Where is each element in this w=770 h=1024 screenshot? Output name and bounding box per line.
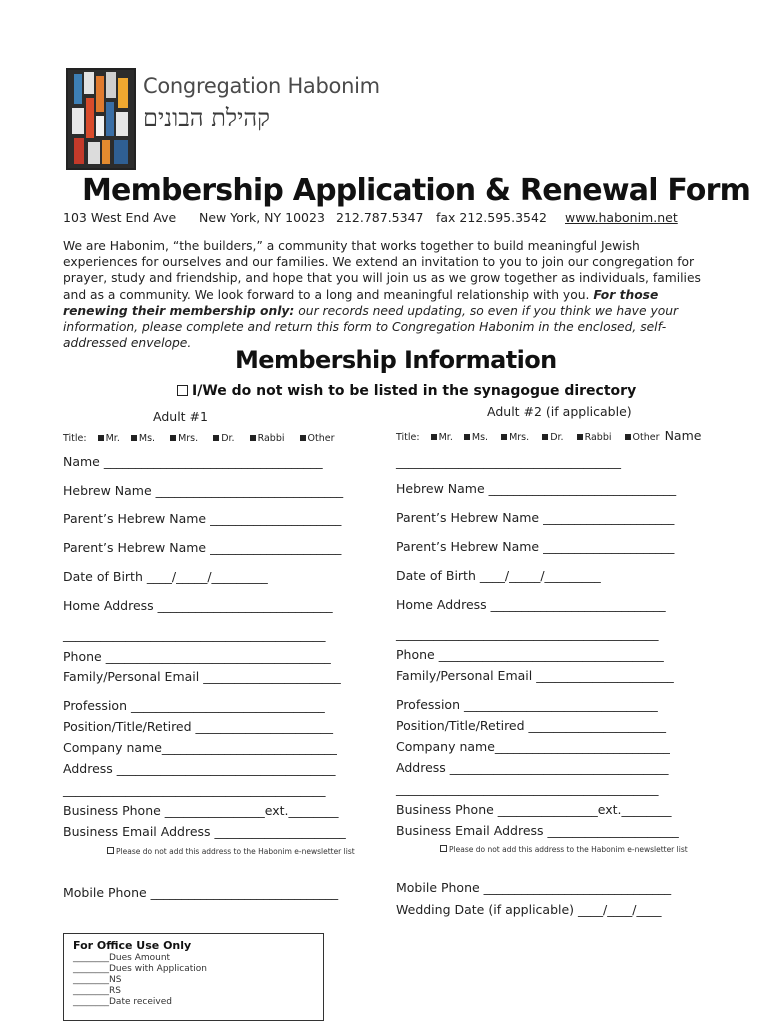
wedding-date-field[interactable]: Wedding Date (if applicable) ____/____/____: [396, 902, 662, 917]
logo-graphic: [68, 70, 134, 168]
adult2-mobile-field[interactable]: Mobile Phone ______________________________: [396, 880, 672, 895]
contact-address: 103 West End Ave: [63, 210, 177, 225]
adult1-title-row: [63, 433, 335, 444]
adult2-phone-field[interactable]: Phone ____________________________________: [396, 647, 664, 662]
directory-label: I/We do not wish to be listed in the synagogue directory: [192, 383, 637, 399]
contact-city: New York, NY 10023: [199, 210, 325, 225]
adult2-company-field[interactable]: Company name____________________________: [396, 739, 670, 754]
adult1-business-phone-field[interactable]: Business Phone ________________ext.________: [63, 803, 339, 818]
adult2-parent1-hebrew-field[interactable]: Parent’s Hebrew Name _____________________: [396, 510, 675, 525]
title-label: Title:: [63, 433, 87, 444]
adult1-address-field[interactable]: Address ___________________________________: [63, 761, 336, 776]
adult1-profession-field[interactable]: Profession _______________________________: [63, 698, 325, 713]
membership-heading: Membership Information: [235, 346, 557, 374]
title-option-mrs[interactable]: Mrs.: [501, 432, 529, 443]
office-use-box: [63, 933, 324, 1021]
contact-fax: fax 212.595.3542: [436, 210, 547, 225]
directory-checkbox[interactable]: [177, 385, 188, 396]
office-dues-with-application: ________Dues with Application: [73, 964, 207, 974]
adult2-newsletter-note[interactable]: Please do not add this address to the Habonim e-newsletter list: [440, 845, 688, 854]
title-option-mrs[interactable]: Mrs.: [170, 433, 198, 444]
title-option-rabbi[interactable]: Rabbi: [250, 433, 285, 444]
adult2-position-field[interactable]: Position/Title/Retired ______________________: [396, 718, 667, 733]
adult2-business-phone-field[interactable]: Business Phone ________________ext.________: [396, 802, 672, 817]
adult2-name-field[interactable]: ____________________________________: [396, 454, 621, 469]
adult2-heading: Adult #2 (if applicable): [487, 404, 632, 419]
adult1-heading: Adult #1: [153, 409, 208, 424]
adult1-newsletter-note[interactable]: Please do not add this address to the Habonim e-newsletter list: [107, 847, 355, 856]
adult2-profession-field[interactable]: Profession _______________________________: [396, 697, 658, 712]
adult1-address-line2-field[interactable]: __________________________________________: [63, 782, 326, 797]
title-option-mr[interactable]: Mr.: [431, 432, 453, 443]
adult1-business-email-field[interactable]: Business Email Address _____________________: [63, 824, 346, 839]
adult2-hebrew-name-field[interactable]: Hebrew Name ______________________________: [396, 481, 677, 496]
intro-text: We are Habonim, “the builders,” a community that works together to build meaningful Jewish experiences for ourselves and our families. We extend an invitation to you to join our congregation for prayer, study and friendship, and hope that you will join us as we grow together as individuals, families and as a community. We look forward to a long and meaningful relationship with you.: [63, 239, 701, 302]
adult2-home-address-field[interactable]: Home Address ____________________________: [396, 597, 666, 612]
adult1-parent1-hebrew-field[interactable]: Parent’s Hebrew Name _____________________: [63, 511, 342, 526]
adult1-address-line-field[interactable]: __________________________________________: [63, 627, 326, 642]
office-title: For Office Use Only: [73, 939, 192, 952]
intro-renewal-bold: For those renewing their membership only:: [63, 287, 659, 318]
office-dues-amount: ________Dues Amount: [73, 953, 171, 963]
intro-paragraph: [63, 238, 711, 351]
title-option-dr[interactable]: Dr.: [213, 433, 234, 444]
title-option-ms[interactable]: Ms.: [131, 433, 155, 444]
adult2-email-field[interactable]: Family/Personal Email ______________________: [396, 668, 674, 683]
adult2-business-email-field[interactable]: Business Email Address _____________________: [396, 823, 679, 838]
adult2-address-field[interactable]: Address ___________________________________: [396, 760, 669, 775]
title-option-other[interactable]: Other: [300, 433, 335, 444]
newsletter-checkbox[interactable]: [440, 845, 447, 852]
adult1-email-field[interactable]: Family/Personal Email ______________________: [63, 669, 341, 684]
adult2-parent2-hebrew-field[interactable]: Parent’s Hebrew Name _____________________: [396, 539, 675, 554]
adult2-title-row: [396, 428, 701, 443]
adult1-parent2-hebrew-field[interactable]: Parent’s Hebrew Name _____________________: [63, 540, 342, 555]
title-option-dr[interactable]: Dr.: [542, 432, 563, 443]
office-date-received: ________Date received: [73, 997, 172, 1007]
adult1-phone-field[interactable]: Phone ____________________________________: [63, 649, 331, 664]
form-title: Membership Application & Renewal Form: [82, 173, 751, 208]
contact-phone: 212.787.5347: [336, 210, 424, 225]
title-option-other[interactable]: Other: [625, 432, 660, 443]
adult1-mobile-field[interactable]: Mobile Phone ______________________________: [63, 885, 339, 900]
org-name-english: Congregation Habonim: [143, 74, 380, 98]
adult1-company-field[interactable]: Company name____________________________: [63, 740, 337, 755]
title-option-rabbi[interactable]: Rabbi: [577, 432, 612, 443]
org-name-hebrew: קהילת הבונים: [143, 104, 271, 132]
adult2-address-line2-field[interactable]: __________________________________________: [396, 781, 659, 796]
adult1-hebrew-name-field[interactable]: Hebrew Name ______________________________: [63, 483, 344, 498]
directory-option[interactable]: [177, 383, 636, 399]
office-rs: ________RS: [73, 986, 121, 996]
office-ns: ________NS: [73, 975, 122, 985]
adult1-home-address-field[interactable]: Home Address ____________________________: [63, 598, 333, 613]
adult1-dob-field[interactable]: Date of Birth ____/_____/_________: [63, 569, 268, 584]
stained-glass-logo: [66, 68, 136, 170]
intro-renewal-text: our records need updating, so even if you think we have your information, please complete and return this form to Congregation Habonim in the enclosed, self-addressed envelope.: [63, 303, 679, 351]
adult1-position-field[interactable]: Position/Title/Retired ______________________: [63, 719, 334, 734]
title-option-mr[interactable]: Mr.: [98, 433, 120, 444]
adult2-name-label: Name: [664, 428, 702, 443]
adult2-dob-field[interactable]: Date of Birth ____/_____/_________: [396, 568, 601, 583]
newsletter-checkbox[interactable]: [107, 847, 114, 854]
website-link[interactable]: www.habonim.net: [565, 210, 678, 225]
title-option-ms[interactable]: Ms.: [464, 432, 488, 443]
adult2-address-line-field[interactable]: __________________________________________: [396, 626, 659, 641]
title-label: Title:: [396, 432, 420, 443]
adult1-name-field[interactable]: Name ___________________________________: [63, 454, 323, 469]
